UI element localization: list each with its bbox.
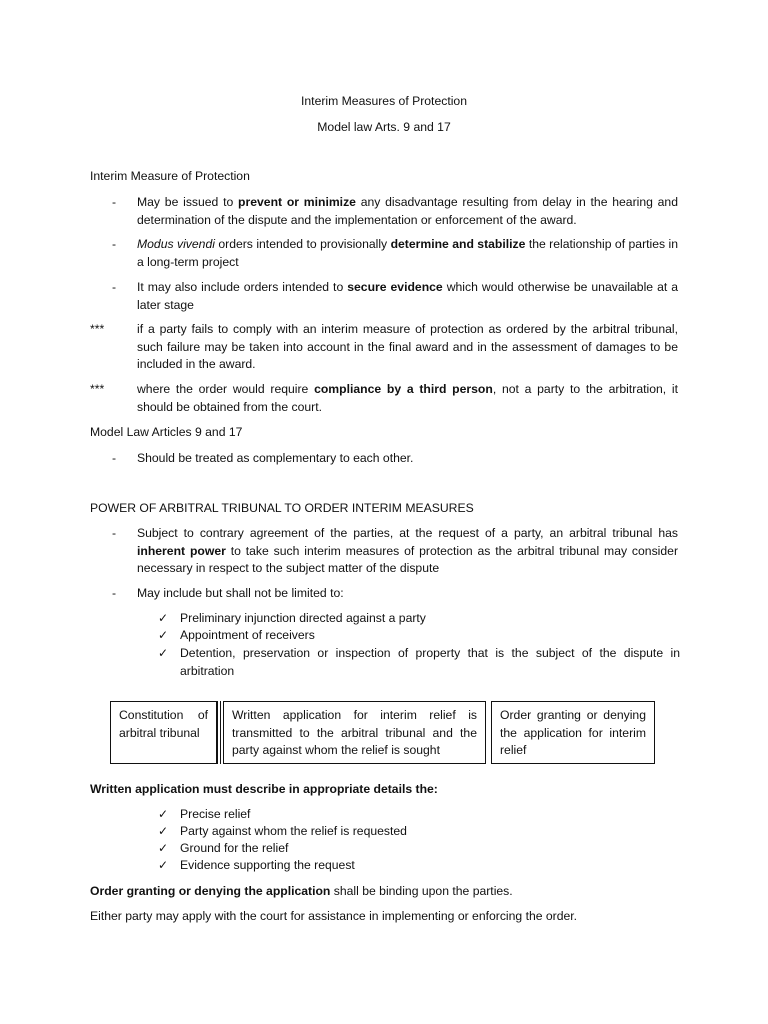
list-item-text: Should be treated as complementary to each other. [137, 451, 414, 465]
box-separator [217, 701, 221, 764]
asterisk-marker: *** [90, 382, 105, 396]
checkmark-icon: ✓ [158, 646, 169, 660]
check-item-text: Precise relief [180, 807, 251, 821]
check-item-text: Detention, preservation or inspection of property that is the subject of the dispute in arbitration [180, 646, 680, 678]
list-item-text: It may also include orders intended to secure evidence which would otherwise be unavailable at a later stage [137, 280, 679, 312]
check-item-text: Party against whom the relief is requested [180, 824, 407, 838]
section-heading-interim-measure: Interim Measure of Protection [90, 169, 250, 183]
list-item-text: Subject to contrary agreement of the parties, at the request of a party, an arbitral tribunal has inherent power to take such interim measures of protection as the arbitral tribunal may consider necessary in respect to the subject matter of the dispute [137, 526, 678, 575]
document-subtitle: Model law Arts. 9 and 17 [317, 120, 451, 134]
check-item-text: Preliminary injunction directed against a party [180, 611, 426, 625]
dash-marker: - [112, 526, 117, 540]
document-title: Interim Measures of Protection [301, 94, 467, 108]
dash-marker: - [112, 195, 117, 209]
section-heading-written-application: Written application must describe in appropriate details the: [90, 782, 438, 796]
dash-marker: - [112, 237, 117, 251]
check-item-text: Evidence supporting the request [180, 858, 355, 872]
list-item-text: May be issued to prevent or minimize any disadvantage resulting from delay in the hearing and determination of the dispute and the implementation or enforcement of the award. [137, 195, 678, 227]
asterisk-marker: *** [90, 322, 105, 336]
dash-marker: - [112, 586, 117, 600]
dash-marker: - [112, 451, 117, 465]
flow-box-written-application: Written application for interim relief is transmitted to the arbitral tribunal and the party against whom the relief is sought [223, 701, 486, 764]
process-flow [110, 701, 656, 770]
dash-marker: - [112, 280, 117, 294]
check-item-text: Appointment of receivers [180, 628, 315, 642]
closing-statement-binding: Order granting or denying the application shall be binding upon the parties. [90, 884, 513, 898]
checkmark-icon: ✓ [158, 824, 169, 838]
flow-box-order: Order granting or denying the application for interim relief [491, 701, 655, 764]
note-item-text: if a party fails to comply with an interim measure of protection as ordered by the arbitral tribunal, such failure may be taken into account in the final award and in the assessment of damages to be included in the award. [137, 322, 678, 371]
note-item-text: where the order would require compliance by a third person, not a party to the arbitration, it should be obtained from the court. [137, 382, 678, 414]
section-heading-power: POWER OF ARBITRAL TRIBUNAL TO ORDER INTERIM MEASURES [90, 501, 474, 515]
check-item-text: Ground for the relief [180, 841, 289, 855]
flow-box-constitution: Constitution of arbitral tribunal [110, 701, 217, 764]
checkmark-icon: ✓ [158, 841, 169, 855]
checkmark-icon: ✓ [158, 807, 169, 821]
closing-statement-court: Either party may apply with the court for assistance in implementing or enforcing the order. [90, 909, 578, 923]
list-item-text: May include but shall not be limited to: [137, 586, 344, 600]
checkmark-icon: ✓ [158, 628, 169, 642]
checkmark-icon: ✓ [158, 611, 169, 625]
list-item-text: Modus vivendi orders intended to provisionally determine and stabilize the relationship of parties in a long-term project [137, 237, 678, 269]
checkmark-icon: ✓ [158, 858, 169, 872]
section-heading-model-law: Model Law Articles 9 and 17 [90, 425, 243, 439]
